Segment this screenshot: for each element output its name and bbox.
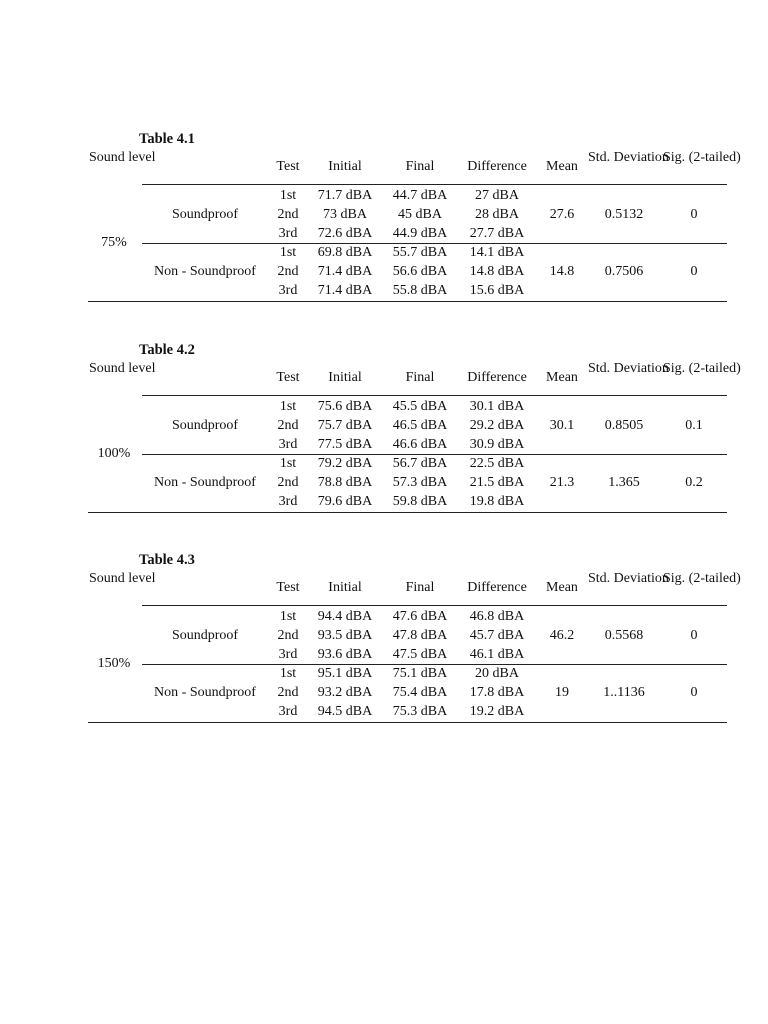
header-difference: Difference: [467, 370, 527, 385]
difference-cell: 19.8 dBA: [469, 494, 525, 509]
test-cell: 2nd: [277, 475, 299, 490]
sound-level-cell: 100%: [97, 446, 131, 461]
initial-cell: 71.4 dBA: [317, 283, 373, 298]
header-initial: Initial: [328, 370, 362, 385]
final-cell: 57.3 dBA: [392, 475, 448, 490]
initial-cell: 93.2 dBA: [317, 685, 373, 700]
difference-cell: 28 dBA: [475, 207, 519, 222]
final-cell: 44.7 dBA: [392, 188, 448, 203]
header-rule: [142, 395, 727, 396]
initial-cell: 71.7 dBA: [317, 188, 373, 203]
header-final: Final: [405, 580, 435, 595]
final-cell: 44.9 dBA: [392, 226, 448, 241]
sound-level-cell: 75%: [101, 235, 127, 250]
initial-cell: 93.5 dBA: [317, 628, 373, 643]
difference-cell: 22.5 dBA: [469, 456, 525, 471]
sig-cell: 0: [690, 264, 698, 279]
header-sig: Sig. (2-tailed): [663, 150, 741, 165]
difference-cell: 20 dBA: [475, 666, 519, 681]
group-label: Soundproof: [171, 628, 239, 643]
header-sig: Sig. (2-tailed): [663, 571, 741, 586]
mean-cell: 46.2: [549, 628, 575, 643]
table-bottom-rule: [88, 512, 727, 513]
test-cell: 3rd: [278, 647, 298, 662]
sig-cell: 0: [690, 685, 698, 700]
test-cell: 2nd: [277, 418, 299, 433]
final-cell: 46.5 dBA: [392, 418, 448, 433]
difference-cell: 30.1 dBA: [469, 399, 525, 414]
difference-cell: 45.7 dBA: [469, 628, 525, 643]
difference-cell: 46.8 dBA: [469, 609, 525, 624]
sig-cell: 0: [690, 628, 698, 643]
initial-cell: 77.5 dBA: [317, 437, 373, 452]
final-cell: 47.6 dBA: [392, 609, 448, 624]
group-divider-rule: [142, 454, 727, 455]
final-cell: 75.3 dBA: [392, 704, 448, 719]
test-cell: 3rd: [278, 283, 298, 298]
final-cell: 55.8 dBA: [392, 283, 448, 298]
header-difference: Difference: [467, 159, 527, 174]
group-label: Soundproof: [171, 418, 239, 433]
difference-cell: 46.1 dBA: [469, 647, 525, 662]
test-cell: 1st: [279, 456, 297, 471]
header-sound-level: Sound level: [89, 150, 156, 165]
std-deviation-cell: 1.365: [608, 475, 640, 490]
mean-cell: 14.8: [549, 264, 575, 279]
sig-cell: 0.1: [685, 418, 703, 433]
test-cell: 1st: [279, 188, 297, 203]
std-deviation-cell: 0.8505: [604, 418, 644, 433]
results-table: [88, 131, 741, 331]
group-divider-rule: [142, 664, 727, 665]
results-table: [88, 342, 741, 542]
table-title: Table 4.3: [139, 552, 195, 568]
header-sig: Sig. (2-tailed): [663, 361, 741, 376]
sig-cell: 0: [690, 207, 698, 222]
group-label: Non - Soundproof: [154, 264, 256, 279]
final-cell: 56.6 dBA: [392, 264, 448, 279]
table-header-row: [88, 570, 741, 600]
initial-cell: 75.6 dBA: [317, 399, 373, 414]
header-test: Test: [276, 159, 300, 174]
group-label: Non - Soundproof: [154, 685, 256, 700]
table-header-row: [88, 360, 741, 390]
group-label: Soundproof: [171, 207, 239, 222]
header-std-deviation: Std. Deviation: [588, 150, 669, 165]
test-cell: 3rd: [278, 226, 298, 241]
difference-cell: 30.9 dBA: [469, 437, 525, 452]
test-cell: 3rd: [278, 704, 298, 719]
difference-cell: 21.5 dBA: [469, 475, 525, 490]
table-title: Table 4.2: [139, 342, 195, 358]
final-cell: 47.8 dBA: [392, 628, 448, 643]
difference-cell: 17.8 dBA: [469, 685, 525, 700]
test-cell: 1st: [279, 399, 297, 414]
std-deviation-cell: 0.7506: [604, 264, 644, 279]
header-difference: Difference: [467, 580, 527, 595]
initial-cell: 71.4 dBA: [317, 264, 373, 279]
initial-cell: 79.6 dBA: [317, 494, 373, 509]
initial-cell: 94.5 dBA: [317, 704, 373, 719]
test-cell: 2nd: [277, 207, 299, 222]
difference-cell: 14.1 dBA: [469, 245, 525, 260]
test-cell: 2nd: [277, 264, 299, 279]
final-cell: 56.7 dBA: [392, 456, 448, 471]
header-sound-level: Sound level: [89, 361, 156, 376]
final-cell: 75.4 dBA: [392, 685, 448, 700]
header-sound-level: Sound level: [89, 571, 156, 586]
initial-cell: 75.7 dBA: [317, 418, 373, 433]
test-cell: 2nd: [277, 628, 299, 643]
sound-level-cell: 150%: [97, 656, 131, 671]
mean-cell: 21.3: [549, 475, 575, 490]
header-rule: [142, 184, 727, 185]
final-cell: 55.7 dBA: [392, 245, 448, 260]
difference-cell: 27.7 dBA: [469, 226, 525, 241]
mean-cell: 27.6: [549, 207, 575, 222]
difference-cell: 15.6 dBA: [469, 283, 525, 298]
header-initial: Initial: [328, 159, 362, 174]
final-cell: 59.8 dBA: [392, 494, 448, 509]
test-cell: 1st: [279, 245, 297, 260]
group-label: Non - Soundproof: [154, 475, 256, 490]
header-std-deviation: Std. Deviation: [588, 361, 669, 376]
test-cell: 3rd: [278, 494, 298, 509]
header-test: Test: [276, 580, 300, 595]
table-header-row: [88, 149, 741, 179]
group-divider-rule: [142, 243, 727, 244]
header-mean: Mean: [546, 580, 578, 595]
header-final: Final: [405, 159, 435, 174]
header-mean: Mean: [546, 370, 578, 385]
initial-cell: 73 dBA: [323, 207, 367, 222]
header-initial: Initial: [328, 580, 362, 595]
initial-cell: 79.2 dBA: [317, 456, 373, 471]
difference-cell: 14.8 dBA: [469, 264, 525, 279]
header-mean: Mean: [546, 159, 578, 174]
test-cell: 1st: [279, 609, 297, 624]
mean-cell: 30.1: [549, 418, 575, 433]
initial-cell: 93.6 dBA: [317, 647, 373, 662]
initial-cell: 78.8 dBA: [317, 475, 373, 490]
table-bottom-rule: [88, 301, 727, 302]
test-cell: 3rd: [278, 437, 298, 452]
header-test: Test: [276, 370, 300, 385]
difference-cell: 29.2 dBA: [469, 418, 525, 433]
sig-cell: 0.2: [685, 475, 703, 490]
table-bottom-rule: [88, 722, 727, 723]
initial-cell: 95.1 dBA: [317, 666, 373, 681]
results-table: [88, 552, 741, 752]
mean-cell: 19: [555, 685, 569, 700]
initial-cell: 94.4 dBA: [317, 609, 373, 624]
header-rule: [142, 605, 727, 606]
test-cell: 2nd: [277, 685, 299, 700]
table-title: Table 4.1: [139, 131, 195, 147]
final-cell: 75.1 dBA: [392, 666, 448, 681]
difference-cell: 19.2 dBA: [469, 704, 525, 719]
initial-cell: 69.8 dBA: [317, 245, 373, 260]
header-final: Final: [405, 370, 435, 385]
test-cell: 1st: [279, 666, 297, 681]
std-deviation-cell: 0.5568: [604, 628, 644, 643]
final-cell: 45.5 dBA: [392, 399, 448, 414]
header-std-deviation: Std. Deviation: [588, 571, 669, 586]
difference-cell: 27 dBA: [475, 188, 519, 203]
std-deviation-cell: 0.5132: [604, 207, 644, 222]
final-cell: 46.6 dBA: [392, 437, 448, 452]
final-cell: 45 dBA: [398, 207, 442, 222]
final-cell: 47.5 dBA: [392, 647, 448, 662]
initial-cell: 72.6 dBA: [317, 226, 373, 241]
std-deviation-cell: 1..1136: [603, 685, 645, 700]
